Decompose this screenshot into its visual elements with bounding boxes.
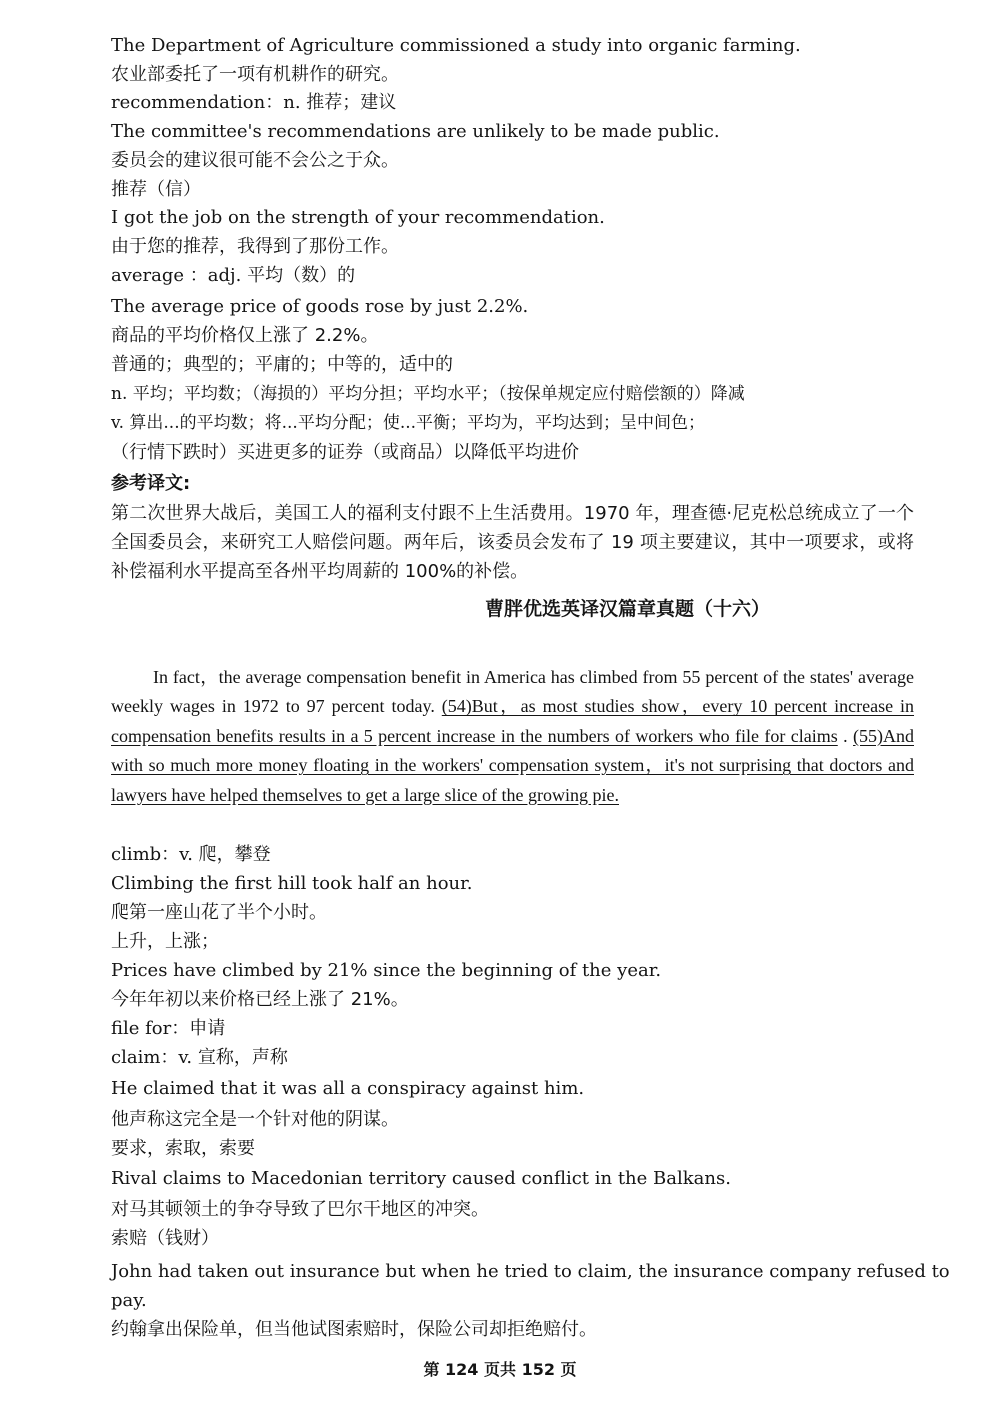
vocab-entry: recommendation：n. 推荐；建议 xyxy=(111,92,397,113)
example-sentence-en: He claimed that it was all a conspiracy against him. xyxy=(111,1078,585,1099)
example-sentence-en: John had taken out insurance but when he tried to claim, the insurance company refused to xyxy=(111,1261,950,1282)
example-sentence-en: Prices have climbed by 21% since the beginning of the year. xyxy=(111,960,662,981)
vocab-sense: 索赔（钱财） xyxy=(111,1228,219,1249)
passage-sentence-55: (55)And with so much more money floating in the workers' compensation system，it's not surprising that doctors and lawyers have helped themselves to get a large slice of the growing pie. xyxy=(111,725,914,805)
example-sentence-en: The Department of Agriculture commissioned a study into organic farming. xyxy=(111,35,801,56)
vocab-sense: （行情下跌时）买进更多的证券（或商品）以降低平均进价 xyxy=(111,442,579,463)
example-sentence-zh: 今年年初以来价格已经上涨了 21%。 xyxy=(111,989,409,1010)
section-title: 曹胖优选英译汉篇章真题（十六） xyxy=(484,598,770,620)
passage-sentence: In fact，the average compensation benefit in America has climbed from 55 percent of the states' average weekly wages in 1972 to 97 percent today. xyxy=(111,667,914,717)
example-sentence-en: Rival claims to Macedonian territory caused conflict in the Balkans. xyxy=(111,1168,731,1189)
example-sentence-zh: 约翰拿出保险单，但当他试图索赔时，保险公司却拒绝赔付。 xyxy=(111,1319,597,1340)
example-sentence-zh: 对马其顿领土的争夺导致了巴尔干地区的冲突。 xyxy=(111,1199,489,1220)
example-sentence-zh: 他声称这完全是一个针对他的阴谋。 xyxy=(111,1109,399,1130)
example-sentence-zh: 农业部委托了一项有机耕作的研究。 xyxy=(111,64,399,85)
example-sentence-zh: 由于您的推荐，我得到了那份工作。 xyxy=(111,236,399,257)
example-sentence-zh: 委员会的建议很可能不会公之于众。 xyxy=(111,150,399,171)
vocab-sense: n. 平均；平均数；（海损的）平均分担；平均水平；（按保单规定应付赔偿额的）降减 xyxy=(111,384,745,404)
vocab-entry: file for：申请 xyxy=(111,1018,226,1039)
vocab-sense: 要求，索取，索要 xyxy=(111,1138,255,1159)
vocab-sense: 普通的；典型的；平庸的；中等的，适中的 xyxy=(111,354,453,375)
passage-paragraph: In fact，the average compensation benefit in America has climbed from 55 percent of the states' average weekly wages in 1972 to 97 percent today. (54)But，as most studies show，every 10 percent increase in compensation benefits results in a 5 percent increase in the numbers of workers who file for claims . (55)And with so much more money floating in the workers' compensation system，it's not surprising that doctors and lawyers have helped themselves to get a large slice of the growing pie. xyxy=(111,667,915,805)
vocab-entry: average ：adj. 平均（数）的 xyxy=(111,265,356,286)
vocab-sense: 上升，上涨； xyxy=(111,931,219,952)
vocab-sense: v. 算出...的平均数；将...平均分配；使...平衡；平均为，平均达到；呈中间色； xyxy=(111,413,706,433)
example-sentence-en: The committee's recommendations are unlikely to be made public. xyxy=(111,121,720,142)
example-sentence-en: Climbing the first hill took half an hour. xyxy=(111,873,473,894)
page-number: 第 124 页共 152 页 xyxy=(423,1360,577,1379)
example-sentence-en: The average price of goods rose by just 2.2%. xyxy=(111,296,529,317)
example-sentence-zh: 商品的平均价格仅上涨了 2.2%。 xyxy=(111,325,379,346)
vocab-entry: climb：v. 爬，攀登 xyxy=(111,844,271,865)
passage-sentence-54: (54)But，as most studies show，every 10 percent increase in compensation benefits results in a 5 percent increase in the numbers of workers who file for claims xyxy=(111,696,915,746)
ref-translation-text: 第二次世界大战后，美国工人的福利支付跟不上生活费用。1970 年，理查德·尼克松总统成立了一个全国委员会，来研究工人赔偿问题。两年后，该委员会发布了 19 项主要建议，其中一项要求，或将补偿福利水平提高至各州平均周薪的 100%的补偿。 xyxy=(111,503,914,582)
ref-translation-heading: 参考译文: xyxy=(111,473,191,494)
vocab-entry: claim：v. 宣称，声称 xyxy=(111,1047,288,1068)
example-sentence-en-continued: pay. xyxy=(111,1290,147,1311)
example-sentence-zh: 爬第一座山花了半个小时。 xyxy=(111,902,327,923)
vocab-sense: 推荐（信） xyxy=(111,179,201,200)
example-sentence-en: I got the job on the strength of your recommendation. xyxy=(111,207,605,228)
